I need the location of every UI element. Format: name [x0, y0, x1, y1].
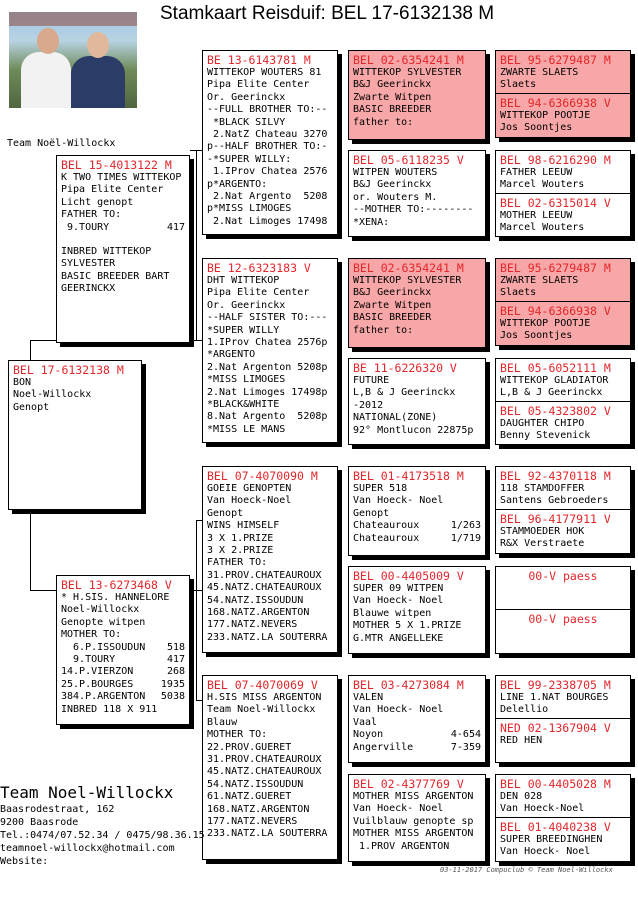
pigeon-card-g2-3 — [202, 466, 338, 653]
ring-number: BEL 05-4323802 V — [500, 404, 611, 418]
ring-number: BEL 05-6052111 M — [500, 361, 611, 375]
pigeon-card-g2-1 — [202, 50, 338, 235]
result-row — [61, 691, 185, 703]
info-line: B&J Geerinckx — [353, 287, 432, 299]
info-line: FUTURE — [353, 375, 390, 386]
pigeon-card-g3-3 — [348, 258, 486, 348]
footer-city: 9200 Baasrode — [0, 817, 79, 828]
info-line: 61.NATZ.GUERET — [207, 791, 292, 803]
info-line: G.MTR ANGELLEKE — [353, 632, 444, 644]
info-line: WINS HIMSELF — [207, 520, 280, 532]
info-line: 1.IProv Chatea 2576 — [207, 166, 328, 178]
result-name: 14.P.VIERZON — [61, 666, 134, 678]
info-line: Marcel Wouters — [500, 222, 585, 234]
footer-email: teamnoel-willockx@hotmail.com — [0, 843, 175, 854]
pigeon-color: Genopt — [13, 401, 50, 413]
info-line: B&J Geerinckx — [353, 79, 432, 91]
info-line: Pipa Elite Center — [61, 184, 164, 196]
info-line: Genopte witpen — [61, 616, 146, 628]
info-line: WITTEKOP POOTJE — [500, 318, 591, 329]
info-line: --FULL BROTHER TO:-- — [207, 104, 328, 116]
info-line: p--HALF BROTHER TO:- — [207, 141, 328, 153]
info-line: BASIC BREEDER — [353, 312, 432, 324]
connector-line — [196, 150, 197, 340]
info-line: H.SIS MISS ARGENTON — [207, 692, 322, 703]
info-line: -*SUPER WILLY: — [207, 153, 292, 165]
result-row — [61, 222, 185, 234]
info-line: BASIC BREEDER — [353, 104, 432, 116]
info-line: Van Hoeck- Noel — [353, 495, 444, 507]
info-line: 54.NATZ.ISSOUDUN — [207, 594, 304, 606]
info-line: 92° Montlucon 22875p — [353, 424, 474, 436]
info-line: Van Hoeck-Noel — [207, 495, 292, 507]
pigeon-card-g4-5 — [495, 466, 631, 554]
info-line: Benny Stevenick — [500, 430, 591, 442]
result-name: Noyon — [353, 729, 384, 741]
pigeon-card-g4-3 — [495, 258, 631, 346]
info-line: MOTHER MISS ARGENTON — [353, 828, 474, 840]
info-line: Genopt — [207, 507, 244, 519]
connector-line — [30, 510, 31, 590]
ring-number: BEL 02-4377769 V — [353, 777, 464, 791]
ring-number: BEL 92-4370118 M — [500, 469, 611, 483]
footer-phone: Tel.:0474/07.52.34 / 0475/98.36.15 — [0, 830, 205, 841]
footer-address: Baasrodestraat, 162 — [0, 804, 115, 815]
info-line: L,B & J Geerinckx — [353, 387, 456, 399]
result-name: 6.P.ISSOUDUN — [61, 641, 146, 653]
result-value: 518 — [166, 641, 185, 653]
info-line: INBRED 118 X 911 — [61, 703, 158, 715]
info-line: MOTHER TO: — [207, 729, 268, 741]
ring-number: BEL 94-6366938 V — [500, 304, 611, 318]
ring-number: BEL 95-6279487 M — [500, 53, 611, 67]
info-line: Noel-Willockx — [61, 604, 140, 616]
info-line: --MOTHER TO:-------- — [353, 204, 474, 216]
info-line: SUPER 518 — [353, 483, 408, 494]
info-line: DEN 028 — [500, 791, 543, 802]
ring-number: BE 12-6323183 V — [207, 261, 311, 275]
result-name: Chateauroux — [353, 520, 420, 532]
page-title: Stamkaart Reisduif: BEL 17-6132138 M — [160, 3, 495, 24]
result-name: Chateauroux — [353, 532, 420, 544]
info-line: Zwarte Witpen — [353, 91, 432, 103]
pigeon-card-g4-2 — [495, 150, 631, 237]
ring-number: BEL 95-6279487 M — [500, 261, 611, 275]
info-line: Blauw — [207, 716, 238, 728]
info-line: Slaets — [500, 287, 537, 299]
info-line: Blauwe witpen — [353, 607, 432, 619]
info-line: Santens Gebroeders — [500, 495, 609, 507]
info-line: *ARGENTO — [207, 349, 256, 361]
info-line: Jos Soontjes — [500, 122, 573, 134]
ring-number: BEL 98-6216290 M — [500, 153, 611, 167]
result-value: 268 — [166, 666, 185, 678]
ring-number: BEL 15-4013122 M — [61, 158, 172, 172]
result-value: 5038 — [160, 691, 185, 703]
ring-number: BEL 99-2338705 M — [500, 678, 611, 692]
result-row — [61, 654, 185, 666]
info-line: Delellio — [500, 704, 549, 716]
info-line: Van Hoeck- Noel — [353, 704, 444, 716]
info-line: 177.NATZ.NEVERS — [207, 619, 298, 631]
result-name: 384.P.ARGENTON — [61, 691, 146, 703]
info-line: Genopt — [353, 507, 390, 519]
pigeon-card-g4-1 — [495, 50, 631, 138]
info-line: 8.Nat Argento 5208p — [207, 411, 328, 423]
info-line: WITPEN WOUTERS — [353, 167, 438, 178]
info-line: 1.PROV ARGENTON — [353, 840, 450, 852]
ring-number: BEL 07-4070090 M — [207, 469, 318, 483]
info-line: L,B & J Geerinckx — [500, 387, 603, 399]
info-line: 118 STAMDOFFER — [500, 483, 585, 494]
pigeon-card-g4-6 — [495, 566, 631, 654]
connector-line — [30, 340, 31, 360]
info-line: p*ARGENTO: — [207, 178, 268, 190]
pigeon-card-g4-7 — [495, 675, 631, 763]
result-row — [353, 729, 481, 741]
info-line: WITTEKOP SYLVESTER — [353, 275, 462, 286]
info-line: BASIC BREEDER BART — [61, 270, 170, 282]
result-row — [61, 679, 185, 691]
ring-number: BE 11-6226320 V — [353, 361, 457, 375]
info-line: Zwarte Witpen — [353, 299, 432, 311]
info-line: GEERINCKX — [61, 283, 116, 295]
info-line: father to: — [353, 116, 414, 128]
pigeon-card-subject — [8, 360, 142, 510]
info-line: Marcel Wouters — [500, 179, 585, 191]
info-line: 2.Nat Limoges 17498p — [207, 386, 328, 398]
pigeon-card-g3-2 — [348, 150, 486, 237]
info-line: Or. Geerinckx — [207, 91, 286, 103]
ring-number: BEL 05-6118235 V — [353, 153, 464, 167]
info-line: VALEN — [353, 692, 384, 703]
info-line: WITTEKOP GLADIATOR — [500, 375, 609, 386]
ring-number: BEL 00-4405009 V — [353, 569, 464, 583]
info-line: Van Hoeck- Noel — [500, 846, 591, 858]
info-line: MOTHER TO: — [61, 629, 122, 641]
info-line: ZWARTE SLAETS — [500, 67, 579, 78]
result-value: 417 — [166, 221, 185, 233]
info-line: Pipa Elite Center — [207, 287, 310, 299]
info-line: MOTHER LEEUW — [500, 210, 573, 221]
info-line: Jos Soontjes — [500, 330, 573, 342]
ring-number: BEL 17-6132138 M — [13, 363, 124, 377]
info-line: or. Wouters M. — [353, 191, 438, 203]
ring-number: BEL 94-6366938 V — [500, 96, 611, 110]
info-line: WITTEKOP POOTJE — [500, 110, 591, 121]
pigeon-card-g3-4 — [348, 358, 486, 445]
info-line: 233.NATZ.LA SOUTERRA — [207, 631, 328, 643]
ring-number: BEL 00-4405028 M — [500, 777, 611, 791]
info-line: 3 X 2.PRIZE — [207, 545, 274, 557]
info-line: Van Hoeck-Noel — [500, 803, 585, 815]
info-line: *XENA: — [353, 216, 390, 228]
info-line: Slaets — [500, 79, 537, 91]
pigeon-card-g3-1 — [348, 50, 486, 140]
result-value: 7-359 — [450, 741, 481, 753]
info-line: FATHER TO: — [61, 209, 122, 221]
pigeon-card-g4-8 — [495, 774, 631, 862]
info-line: 2.Nat Limoges 17498 — [207, 215, 328, 227]
info-line: B&J Geerinckx — [353, 179, 432, 191]
info-line: WITTEKOP WOUTERS 81 — [207, 67, 322, 78]
info-line: NATIONAL(ZONE) — [353, 412, 438, 424]
info-line: 2.Nat Argento 5208 — [207, 191, 328, 203]
info-line: RED HEN — [500, 735, 543, 746]
info-line: 2.NatZ Chateau 3270 — [207, 129, 328, 141]
info-line: WITTEKOP SYLVESTER — [353, 67, 462, 78]
info-line: 31.PROV.CHATEAUROUX — [207, 754, 322, 766]
info-line: Or. Geerinckx — [207, 299, 286, 311]
ring-number: BEL 02-6354241 M — [353, 261, 464, 275]
connector-line — [30, 340, 56, 341]
result-name: 9.TOURY — [61, 221, 110, 233]
pigeon-card-g3-7 — [348, 675, 486, 763]
info-line: father to: — [353, 324, 414, 336]
info-line: Pipa Elite Center — [207, 79, 310, 91]
footer-website: Website: — [0, 856, 49, 867]
ring-number: BEL 01-4040238 V — [500, 820, 611, 834]
ring-number: BEL 01-4173518 M — [353, 469, 464, 483]
info-line: 3 X 1.PRIZE — [207, 532, 274, 544]
result-row — [353, 533, 481, 545]
info-line: Van Hoeck- Noel — [353, 595, 444, 607]
pigeon-card-dam — [56, 575, 190, 725]
info-line: STAMMOEDER HOK — [500, 526, 585, 537]
info-line: SUPER BREEDINGHEN — [500, 834, 603, 845]
pigeon-card-g4-4 — [495, 358, 631, 445]
connector-line — [190, 340, 202, 341]
info-line: -2012 — [353, 399, 384, 411]
pigeon-card-sire — [56, 155, 190, 343]
owners-photo — [9, 12, 137, 108]
info-line: 1.IProv Chatea 2576p — [207, 337, 328, 349]
result-value: 1/263 — [450, 520, 481, 532]
info-line: 22.PROV.GUERET — [207, 741, 292, 753]
result-value: 1935 — [160, 678, 185, 690]
pigeon-name: BON — [13, 377, 32, 388]
result-name: 9.TOURY — [61, 654, 116, 666]
info-line: 45.NATZ.CHATEAUROUX — [207, 766, 322, 778]
info-line: 233.NATZ.LA SOUTERRA — [207, 828, 328, 840]
info-line: Vuilblauw genopte sp — [353, 815, 474, 827]
info-line: Team Noel-Willockx — [207, 704, 316, 716]
ring-number: 00-V paess — [528, 569, 598, 583]
credit-line: 03-11-2017 Compuclub © Team Noel-Willockx — [440, 866, 613, 874]
pigeon-card-g3-8 — [348, 774, 486, 862]
footer-team-name: Team Noel-Willockx — [0, 783, 174, 802]
ring-number: BEL 02-6354241 M — [353, 53, 464, 67]
connector-line — [30, 590, 56, 591]
info-line: FATHER TO: — [207, 557, 268, 569]
ring-number: BEL 02-6315014 V — [500, 196, 611, 210]
result-row — [61, 666, 185, 678]
ring-number: BE 13-6143781 M — [207, 53, 311, 67]
info-line: FATHER LEEUW — [500, 167, 573, 178]
info-line: GOEIE GENOPTEN — [207, 483, 292, 494]
info-line: p*MISS LIMOGES — [207, 203, 292, 215]
pigeon-card-g3-6 — [348, 566, 486, 654]
info-line: *BLACK&WHITE — [207, 399, 280, 411]
info-line: R&X Verstraete — [500, 538, 585, 550]
info-line: MOTHER 5 X 1.PRIZE — [353, 620, 462, 632]
info-line: K TWO TIMES WITTEKOP — [61, 172, 182, 183]
ring-number: NED 02-1367904 V — [500, 721, 611, 735]
result-value: 4-654 — [450, 729, 481, 741]
result-value: 1/719 — [450, 532, 481, 544]
info-line: *BLACK SILVY — [207, 116, 286, 128]
result-value: 417 — [166, 654, 185, 666]
info-line: --HALF SISTER TO:--- — [207, 312, 328, 324]
result-name: 25.P.BOURGES — [61, 678, 134, 690]
connector-line — [196, 520, 197, 700]
team-label: Team Noël-Willockx — [7, 138, 116, 149]
result-row — [353, 520, 481, 532]
info-line: LINE 1.NAT BOURGES — [500, 692, 609, 703]
info-line: *MISS LIMOGES — [207, 374, 286, 386]
info-line: Van Hoeck- Noel — [353, 803, 444, 815]
info-line: *MISS LE MANS — [207, 423, 286, 435]
info-line: 168.NATZ.ARGENTON — [207, 803, 310, 815]
ring-number: BEL 96-4177911 V — [500, 512, 611, 526]
info-line: Vaal — [353, 716, 378, 728]
info-line: DAUGHTER CHIPO — [500, 418, 585, 429]
ring-number: BEL 07-4070069 V — [207, 678, 318, 692]
info-line: * H.SIS. HANNELORE — [61, 592, 170, 603]
info-line: 177.NATZ.NEVERS — [207, 816, 298, 828]
result-name: Angerville — [353, 741, 414, 753]
pigeon-card-g2-2 — [202, 258, 338, 443]
info-line: Licht genopt — [61, 196, 134, 208]
info-line: SUPER 09 WITPEN — [353, 583, 444, 594]
result-row — [353, 742, 481, 754]
info-line: *SUPER WILLY — [207, 324, 280, 336]
pigeon-owner: Noel-Willockx — [13, 389, 92, 401]
ring-number: BEL 13-6273468 V — [61, 578, 172, 592]
ring-number: BEL 03-4273084 M — [353, 678, 464, 692]
info-line: 2.Nat Argenton 5208p — [207, 361, 328, 373]
info-line: 45.NATZ.CHATEAUROUX — [207, 582, 322, 594]
info-line: 31.PROV.CHATEAUROUX — [207, 569, 322, 581]
pigeon-card-g2-4 — [202, 675, 338, 860]
info-line: 168.NATZ.ARGENTON — [207, 607, 310, 619]
info-line: SYLVESTER — [61, 258, 116, 270]
info-line: MOTHER MISS ARGENTON — [353, 791, 474, 802]
info-line: INBRED WITTEKOP — [61, 246, 152, 258]
result-row — [61, 642, 185, 654]
info-line: ZWARTE SLAETS — [500, 275, 579, 286]
ring-number: 00-V paess — [528, 612, 598, 626]
info-line: 54.NATZ.ISSOUDUN — [207, 778, 304, 790]
pigeon-card-g3-5 — [348, 466, 486, 556]
info-line: DHT WITTEKOP — [207, 275, 280, 286]
